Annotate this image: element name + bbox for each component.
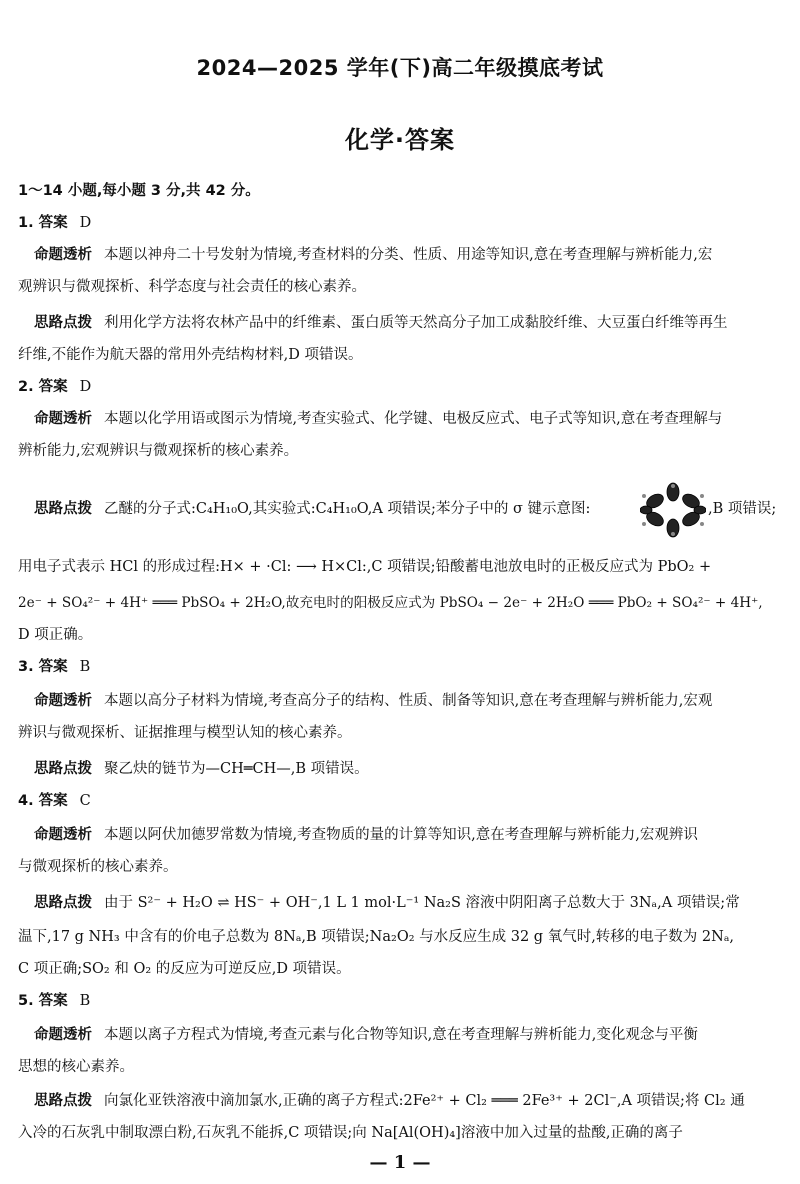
hint-label: 思路点拨 xyxy=(34,1093,92,1109)
q5-intent-text: 本题以离子方程式为情境,考查元素与化合物等知识,意在考查理解与辨析能力,变化观念与平衡 xyxy=(104,1027,698,1043)
intent-label: 命题透析 xyxy=(34,827,92,843)
q5-answer-line xyxy=(18,990,788,1012)
q4-hint-text: 由于 S²⁻ + H₂O ⇌ HS⁻ + OH⁻,1 L 1 mol·L⁻¹ Na₂S 溶液中阴阳离子总数大于 3Nₐ,A 项错误;常 xyxy=(104,895,740,911)
q1-head: 1. 答案 xyxy=(18,215,68,231)
q5-answer: B xyxy=(79,993,91,1009)
q3-answer-line xyxy=(18,656,788,678)
q2-hint xyxy=(34,498,634,520)
q5-hint-text: 向氯化亚铁溶液中滴加氯水,正确的离子方程式:2Fe²⁺ + Cl₂ ═══ 2Fe³⁺ + 2Cl⁻,A 项错误;将 Cl₂ 通 xyxy=(104,1093,745,1109)
q3-hint xyxy=(34,758,790,780)
q5-intent-cont: 思想的核心素养。 xyxy=(18,1059,134,1075)
q4-head: 4. 答案 xyxy=(18,793,68,809)
q1-hint xyxy=(34,312,790,334)
q2-hint-line3: 2e⁻ + SO₄²⁻ + 4H⁺ ═══ PbSO₄ + 2H₂O,故充电时的阳极反应式为 PbSO₄ − 2e⁻ + 2H₂O ═══ PbO₂ + SO₄²⁻ + 4H⁺, xyxy=(18,595,763,611)
benzene-sigma-bond-diagram xyxy=(640,482,706,538)
q1-answer-line xyxy=(18,212,788,234)
q1-intent xyxy=(34,244,790,266)
q3-hint-text: 聚乙炔的链节为—CH═CH—,B 项错误。 xyxy=(104,761,369,777)
q1-intent-cont: 观辨识与微观探析、科学态度与社会责任的核心素养。 xyxy=(18,279,366,295)
q4-hint xyxy=(34,892,790,914)
q4-answer-line xyxy=(18,790,788,812)
q2-hint-tail: ,B 项错误; xyxy=(708,501,777,517)
exam-title: 2024—2025 学年(下)高二年级摸底考试 xyxy=(196,56,604,80)
q3-answer: B xyxy=(79,659,91,675)
q2-intent-text: 本题以化学用语或图示为情境,考查实验式、化学键、电极反应式、电子式等知识,意在考查理解与 xyxy=(104,411,723,427)
q4-intent-text: 本题以阿伏加德罗常数为情境,考查物质的量的计算等知识,意在考查理解与辨析能力,宏观辨识 xyxy=(104,827,698,843)
intent-label: 命题透析 xyxy=(34,693,92,709)
intent-label: 命题透析 xyxy=(34,1027,92,1043)
q5-intent xyxy=(34,1024,790,1046)
q2-intent xyxy=(34,408,790,430)
q5-head: 5. 答案 xyxy=(18,993,68,1009)
q1-answer: D xyxy=(79,215,92,231)
q5-hint xyxy=(34,1090,790,1112)
q2-hint-line4: D 项正确。 xyxy=(18,627,93,643)
q4-intent xyxy=(34,824,790,846)
hint-label: 思路点拨 xyxy=(34,761,92,777)
q2-answer: D xyxy=(79,379,92,395)
q3-intent-text: 本题以高分子材料为情境,考查高分子的结构、性质、制备等知识,意在考查理解与辨析能力,宏观 xyxy=(104,693,713,709)
q3-intent xyxy=(34,690,790,712)
q1-hint-text: 利用化学方法将农林产品中的纤维素、蛋白质等天然高分子加工成黏胶纤维、大豆蛋白纤维等再生 xyxy=(104,315,728,331)
hint-label: 思路点拨 xyxy=(34,895,92,911)
q2-head: 2. 答案 xyxy=(18,379,68,395)
q3-intent-cont: 辨识与微观探析、证据推理与模型认知的核心素养。 xyxy=(18,725,352,741)
page-number: — 1 — xyxy=(369,1152,431,1173)
q2-hint-line2: 用电子式表示 HCl 的形成过程:H× + ·Cl: ⟶ H×Cl:,C 项错误;铅酸蓄电池放电时的正极反应式为 PbO₂ + xyxy=(18,559,712,575)
q4-hint-line2: 温下,17 g NH₃ 中含有的价电子总数为 8Nₐ,B 项错误;Na₂O₂ 与水反应生成 32 g 氧气时,转移的电子数为 2Nₐ, xyxy=(18,929,735,945)
intro-line: 1～14 小题,每小题 3 分,共 42 分。 xyxy=(18,183,260,199)
hint-label: 思路点拨 xyxy=(34,501,92,517)
intent-label: 命题透析 xyxy=(34,247,92,263)
q5-hint-line2: 入冷的石灰乳中制取漂白粉,石灰乳不能拆,C 项错误;向 Na[Al(OH)₄]溶液中加入过量的盐酸,正确的离子 xyxy=(18,1125,683,1141)
q4-intent-cont: 与微观探析的核心素养。 xyxy=(18,859,178,875)
q4-answer: C xyxy=(79,793,91,809)
q4-hint-line3: C 项正确;SO₂ 和 O₂ 的反应为可逆反应,D 项错误。 xyxy=(18,961,351,977)
hint-label: 思路点拨 xyxy=(34,315,92,331)
intent-label: 命题透析 xyxy=(34,411,92,427)
q1-intent-text: 本题以神舟二十号发射为情境,考查材料的分类、性质、用途等知识,意在考查理解与辨析能力,宏 xyxy=(104,247,713,263)
q2-hint-text: 乙醚的分子式:C₄H₁₀O,其实验式:C₄H₁₀O,A 项错误;苯分子中的 σ 键示意图: xyxy=(104,501,591,517)
q1-hint-cont: 纤维,不能作为航天器的常用外壳结构材料,D 项错误。 xyxy=(18,347,363,363)
q3-head: 3. 答案 xyxy=(18,659,68,675)
q2-answer-line xyxy=(18,376,788,398)
answer-subtitle: 化学·答案 xyxy=(344,126,456,154)
q2-intent-cont: 辨析能力,宏观辨识与微观探析的核心素养。 xyxy=(18,443,299,459)
